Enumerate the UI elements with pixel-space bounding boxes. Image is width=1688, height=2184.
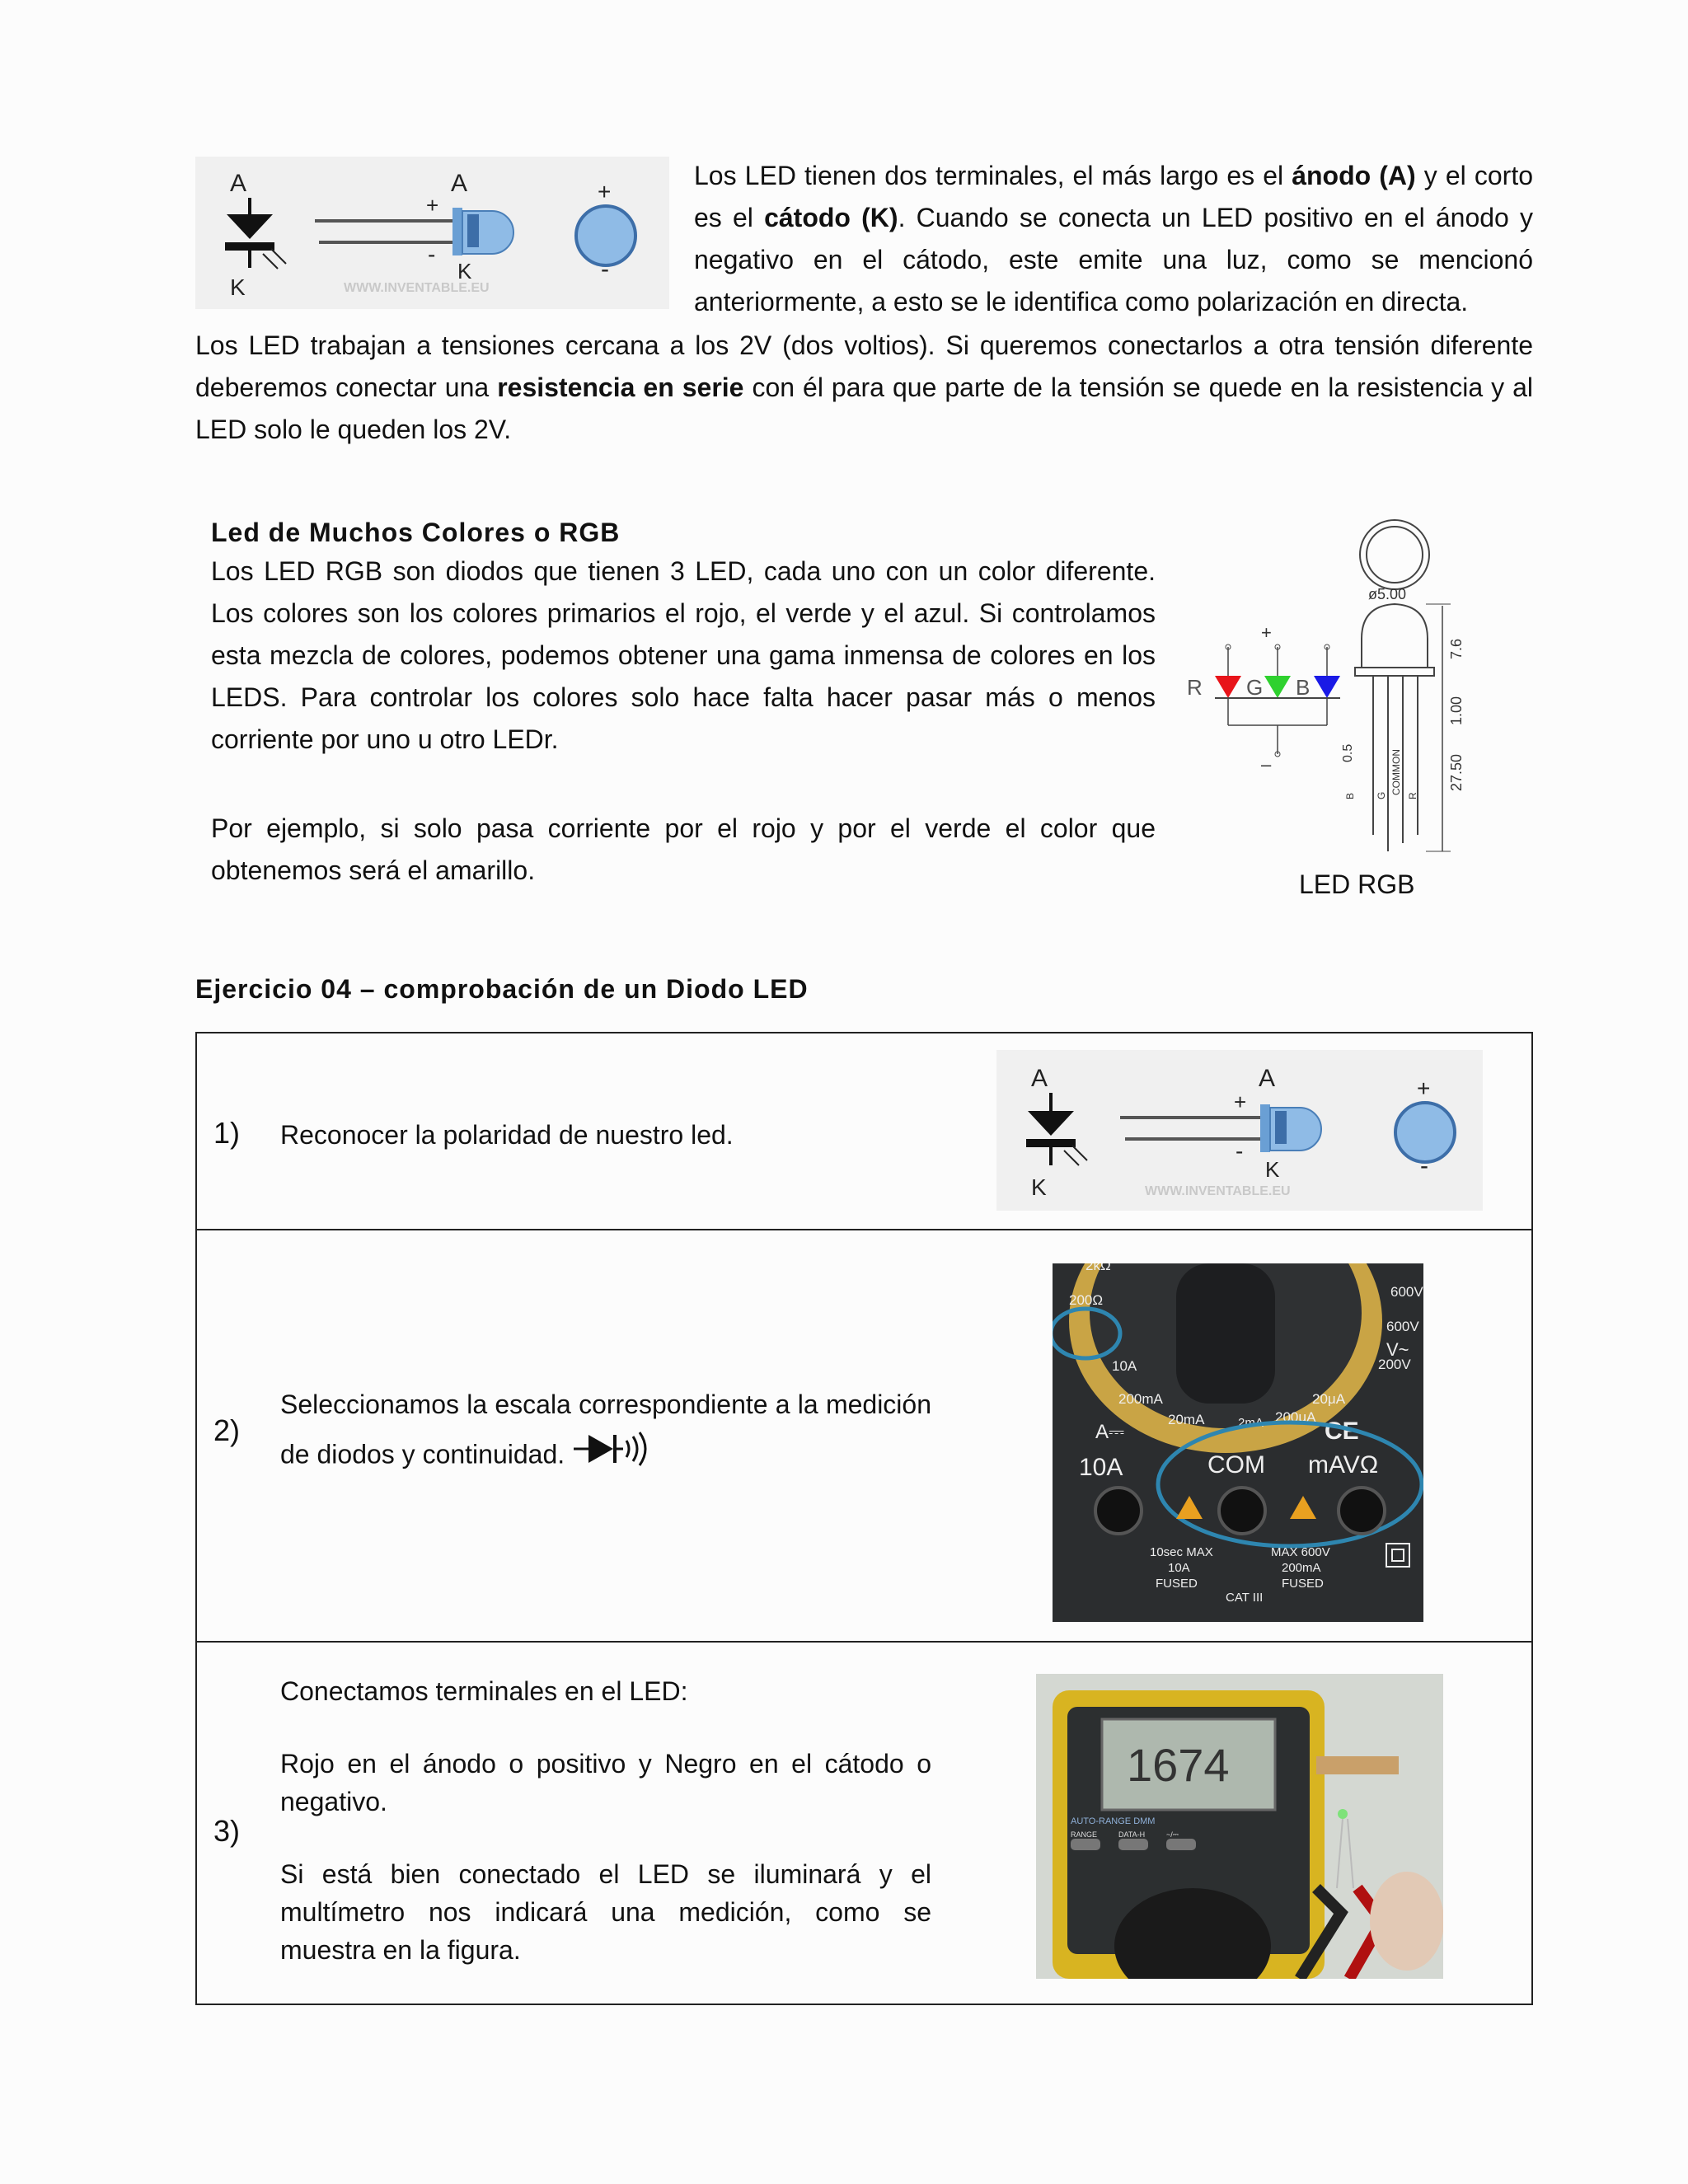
svg-text:10sec MAX: 10sec MAX [1150, 1545, 1213, 1559]
svg-text:1.00: 1.00 [1448, 696, 1465, 725]
svg-text:200mA: 200mA [1282, 1561, 1321, 1575]
svg-text:G: G [1246, 675, 1264, 700]
svg-text:FUSED: FUSED [1156, 1577, 1198, 1591]
svg-text:R: R [1407, 792, 1418, 799]
step-number: 1) [213, 1116, 241, 1150]
svg-text:~/⎓: ~/⎓ [1166, 1830, 1179, 1839]
svg-text:R: R [1187, 675, 1203, 700]
svg-text:DATA-H: DATA-H [1118, 1830, 1146, 1839]
svg-text:+: + [426, 193, 439, 218]
rgb-heading: Led de Muchos Colores o RGB [211, 518, 621, 547]
anode-bold: ánodo (A) [1292, 161, 1416, 190]
label-a: A [230, 170, 247, 197]
svg-text:200mA: 200mA [1118, 1391, 1163, 1407]
svg-text:A: A [1259, 1065, 1276, 1092]
svg-text:-: - [1236, 1138, 1244, 1164]
svg-text:MAX 600V: MAX 600V [1271, 1545, 1330, 1559]
svg-text:mAVΩ: mAVΩ [1308, 1451, 1379, 1479]
svg-text:10A: 10A [1168, 1561, 1190, 1575]
svg-text:-: - [601, 255, 609, 283]
svg-text:K: K [1031, 1174, 1047, 1200]
svg-text:A⎓: A⎓ [1095, 1421, 1125, 1443]
svg-text:-: - [428, 241, 436, 267]
table-cell [196, 1230, 1532, 1642]
svg-text:K: K [457, 259, 472, 284]
svg-text:FUSED: FUSED [1282, 1577, 1324, 1591]
step-text: Conectamos terminales en el LED: Rojo en el ánodo o positivo y Negro en el cátodo o negativo. Si está bien conectado el LED se iluminará y el multímetro nos indicará una medición, como se muestra en la figura. [280, 1676, 931, 1965]
multimeter-dial-image [1053, 1263, 1423, 1622]
intro-paragraph-2: Los LED trabajan a tensiones cercana a los 2V (dos voltios). Si queremos conectarlos a otra tensión diferente deberemos conectar una resistencia en serie con él para que parte de la tensión se quede en la resistencia y al LED solo le queden los 2V. [195, 330, 1534, 444]
rgb-paragraph-2: Por ejemplo, si solo pasa corriente por el rojo y por el verde el color que obtenemos será el amarillo. [211, 813, 1156, 885]
svg-text:600V: 600V [1386, 1319, 1419, 1334]
svg-text:K: K [1265, 1157, 1280, 1182]
svg-text:27.50: 27.50 [1448, 753, 1465, 791]
svg-text:AUTO-RANGE DMM: AUTO-RANGE DMM [1071, 1816, 1156, 1826]
table-row [196, 1033, 1532, 1230]
svg-text:7.6: 7.6 [1448, 638, 1465, 659]
rgb-led-diagram [1179, 515, 1492, 861]
table-row [196, 1230, 1532, 1642]
svg-text:200μA: 200μA [1275, 1409, 1316, 1425]
svg-text:A: A [451, 170, 468, 197]
svg-text:2mA: 2mA [1238, 1416, 1264, 1430]
svg-text:A: A [1031, 1065, 1048, 1092]
svg-text:CE: CE [1325, 1418, 1359, 1445]
cathode-bold: cátodo (K) [764, 203, 898, 232]
svg-text:G: G [1376, 791, 1387, 799]
svg-text:COMMON: COMMON [1390, 749, 1402, 795]
led-polarity-figure [195, 157, 669, 309]
watermark: WWW.INVENTABLE.EU [344, 281, 490, 295]
svg-text:+: + [1234, 1090, 1247, 1114]
svg-text:1674: 1674 [1127, 1739, 1230, 1791]
svg-text:20μA: 20μA [1312, 1391, 1346, 1407]
svg-text:+: + [1417, 1076, 1431, 1101]
exercise-heading: Ejercicio 04 – comprobación de un Diodo LED [195, 974, 809, 1004]
svg-text:ø5.00: ø5.00 [1368, 586, 1407, 602]
led-polarity-image [996, 1050, 1483, 1211]
svg-text:600V: 600V [1390, 1284, 1423, 1300]
rgb-caption: LED RGB [1299, 869, 1415, 899]
svg-text:COM: COM [1207, 1451, 1265, 1479]
svg-text:RANGE: RANGE [1071, 1830, 1098, 1839]
svg-text:+: + [1261, 622, 1272, 643]
svg-text:+: + [598, 179, 612, 204]
svg-text:200Ω: 200Ω [1069, 1292, 1104, 1308]
table-cell [196, 1033, 1532, 1230]
step-text: Seleccionamos la escala correspondiente a la medición de diodos y continuidad. [280, 1380, 931, 1484]
step-number: 3) [213, 1814, 241, 1848]
svg-text:10A: 10A [1079, 1454, 1123, 1481]
step-text: Reconocer la polaridad de nuestro led. [280, 1120, 734, 1150]
svg-text:0.5: 0.5 [1341, 743, 1355, 762]
step-number: 2) [213, 1413, 241, 1447]
diode-continuity-icon [572, 1428, 654, 1484]
svg-text:20mA: 20mA [1168, 1412, 1205, 1427]
intro-paragraph-1: Los LED tienen dos terminales, el más largo es el ánodo (A) y el corto es el cátodo (K). Cuando se conecta un LED positivo en el ánodo y negativo en el cátodo, este emite una luz, como se mencionó anteriormente, a esto se le identifica como polarización en directa. [694, 161, 1534, 316]
series-bold: resistencia en serie [497, 373, 744, 402]
label-k: K [230, 274, 246, 300]
rgb-paragraph-1: Los LED RGB son diodos que tienen 3 LED, cada uno con un color diferente. Los colores son los colores primarios el rojo, el verde y el azul. Si controlamos esta mezcla de colores, podemos obtener una gama inmensa de colores en los LEDS. Para controlar los colores solo hace falta hacer pasar más o menos corriente por uno u otro LEDr. [211, 556, 1156, 754]
table-cell [196, 1642, 1532, 2004]
svg-text:200V: 200V [1378, 1357, 1411, 1372]
svg-text:CAT III: CAT III [1226, 1591, 1264, 1605]
svg-text:-: - [1420, 1152, 1428, 1179]
table-row [196, 1642, 1532, 2004]
svg-text:WWW.INVENTABLE.EU: WWW.INVENTABLE.EU [1145, 1184, 1291, 1198]
svg-text:B: B [1296, 675, 1311, 700]
svg-text:V~: V~ [1386, 1339, 1409, 1360]
exercise-table [195, 1032, 1533, 2005]
multimeter-reading-image [1036, 1674, 1443, 1979]
svg-text:10A: 10A [1112, 1358, 1137, 1374]
svg-text:–: – [1261, 754, 1272, 775]
svg-text:B: B [1344, 792, 1356, 799]
svg-text:2kΩ: 2kΩ [1085, 1263, 1111, 1273]
